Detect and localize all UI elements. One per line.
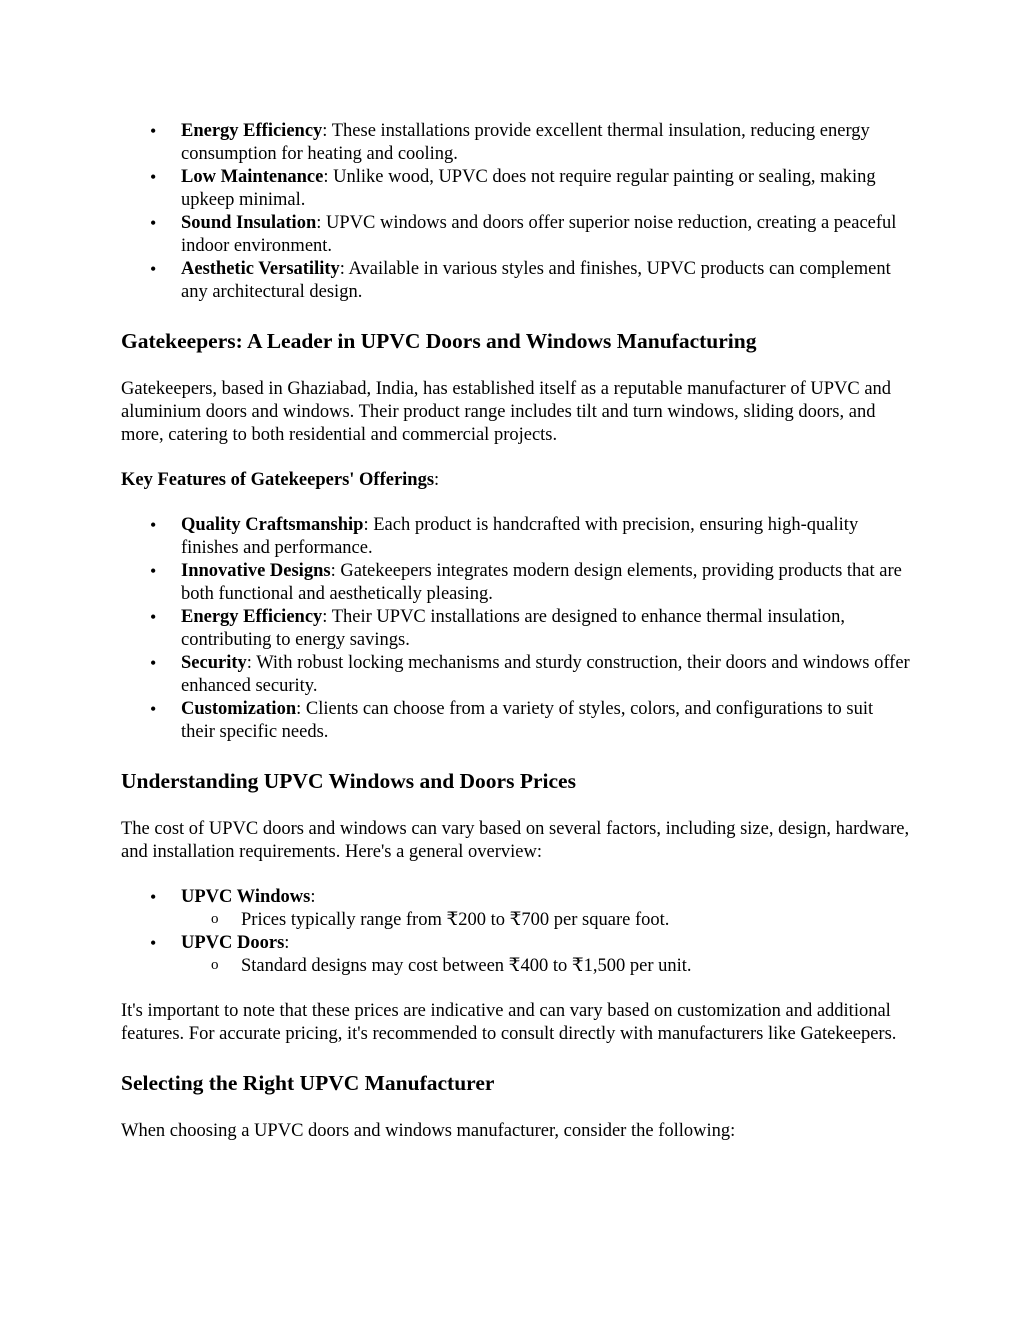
list-item-colon: : — [310, 887, 316, 907]
list-item-term: UPVC Doors — [181, 933, 285, 953]
list-item-term: Innovative Designs — [181, 561, 331, 581]
features-label-colon: : — [434, 470, 440, 490]
list-item — [121, 886, 911, 932]
list-item — [121, 652, 911, 698]
list-item-term: Customization — [181, 699, 297, 719]
list-item-text: : Gatekeepers integrates modern design elements, providing products that are both functional and aesthetically pleasing. — [181, 561, 902, 604]
list-item-term: Energy Efficiency — [181, 607, 323, 627]
list-item-term: Energy Efficiency — [181, 121, 323, 141]
list-item — [121, 514, 911, 560]
list-item-term: Sound Insulation — [181, 213, 317, 233]
section-heading-gatekeepers: Gatekeepers: A Leader in UPVC Doors and Windows Manufacturing — [121, 329, 757, 353]
benefits-list — [121, 120, 911, 304]
sub-list — [181, 955, 911, 978]
section-heading-prices: Understanding UPVC Windows and Doors Prices — [121, 769, 576, 793]
selecting-paragraph: When choosing a UPVC doors and windows manufacturer, consider the following: — [121, 1121, 736, 1141]
list-item-text: : Their UPVC installations are designed to enhance thermal insulation, contributing to energy savings. — [181, 607, 845, 650]
list-item-text: : Clients can choose from a variety of styles, colors, and configurations to suit their specific needs. — [181, 699, 874, 742]
prices-note: It's important to note that these prices are indicative and can vary based on customization and additional features. For accurate pricing, it's recommended to consult directly with manufacturers like Gatekeepers. — [121, 1001, 897, 1044]
list-item — [121, 212, 911, 258]
list-item-colon: : — [284, 933, 290, 953]
section-heading-selecting: Selecting the Right UPVC Manufacturer — [121, 1071, 495, 1095]
list-item-text: : These installations provide excellent thermal insulation, reducing energy consumption for heating and cooling. — [181, 121, 870, 164]
list-item — [121, 698, 911, 744]
list-item-text: : Available in various styles and finishes, UPVC products can complement any architectural design. — [181, 259, 891, 302]
features-label — [121, 469, 911, 492]
prices-list — [121, 886, 911, 978]
list-item — [121, 932, 911, 978]
sub-list-item: o Standard designs may cost between ₹400 to ₹1,500 per unit. — [181, 955, 911, 978]
list-item-text: : Unlike wood, UPVC does not require regular painting or sealing, making upkeep minimal. — [181, 167, 876, 210]
list-item — [121, 166, 911, 212]
list-item — [121, 606, 911, 652]
features-list — [121, 514, 911, 744]
sub-list-item: o Prices typically range from ₹200 to ₹700 per square foot. — [181, 909, 911, 932]
list-item — [121, 120, 911, 166]
gatekeepers-paragraph: Gatekeepers, based in Ghaziabad, India, has established itself as a reputable manufacturer of UPVC and aluminium doors and windows. Their product range includes tilt and turn windows, sliding doors, and more, catering to both residential and commercial projects. — [121, 379, 892, 445]
list-item — [121, 258, 911, 304]
list-item-term: UPVC Windows — [181, 887, 311, 907]
document-content — [121, 120, 911, 1143]
list-item-text: : With robust locking mechanisms and sturdy construction, their doors and windows offer enhanced security. — [181, 653, 910, 696]
list-item-term: Aesthetic Versatility — [181, 259, 340, 279]
list-item — [121, 560, 911, 606]
prices-paragraph: The cost of UPVC doors and windows can vary based on several factors, including size, design, hardware, and installation requirements. Here's a general overview: — [121, 819, 910, 862]
list-item-text: : Each product is handcrafted with precision, ensuring high-quality finishes and performance. — [181, 515, 859, 558]
list-item-term: Low Maintenance — [181, 167, 324, 187]
sub-list — [181, 909, 911, 932]
list-item-term: Security — [181, 653, 247, 673]
list-item-text: : UPVC windows and doors offer superior noise reduction, creating a peaceful indoor environment. — [181, 213, 897, 256]
features-label-text: Key Features of Gatekeepers' Offerings — [121, 470, 435, 490]
list-item-term: Quality Craftsmanship — [181, 515, 364, 535]
